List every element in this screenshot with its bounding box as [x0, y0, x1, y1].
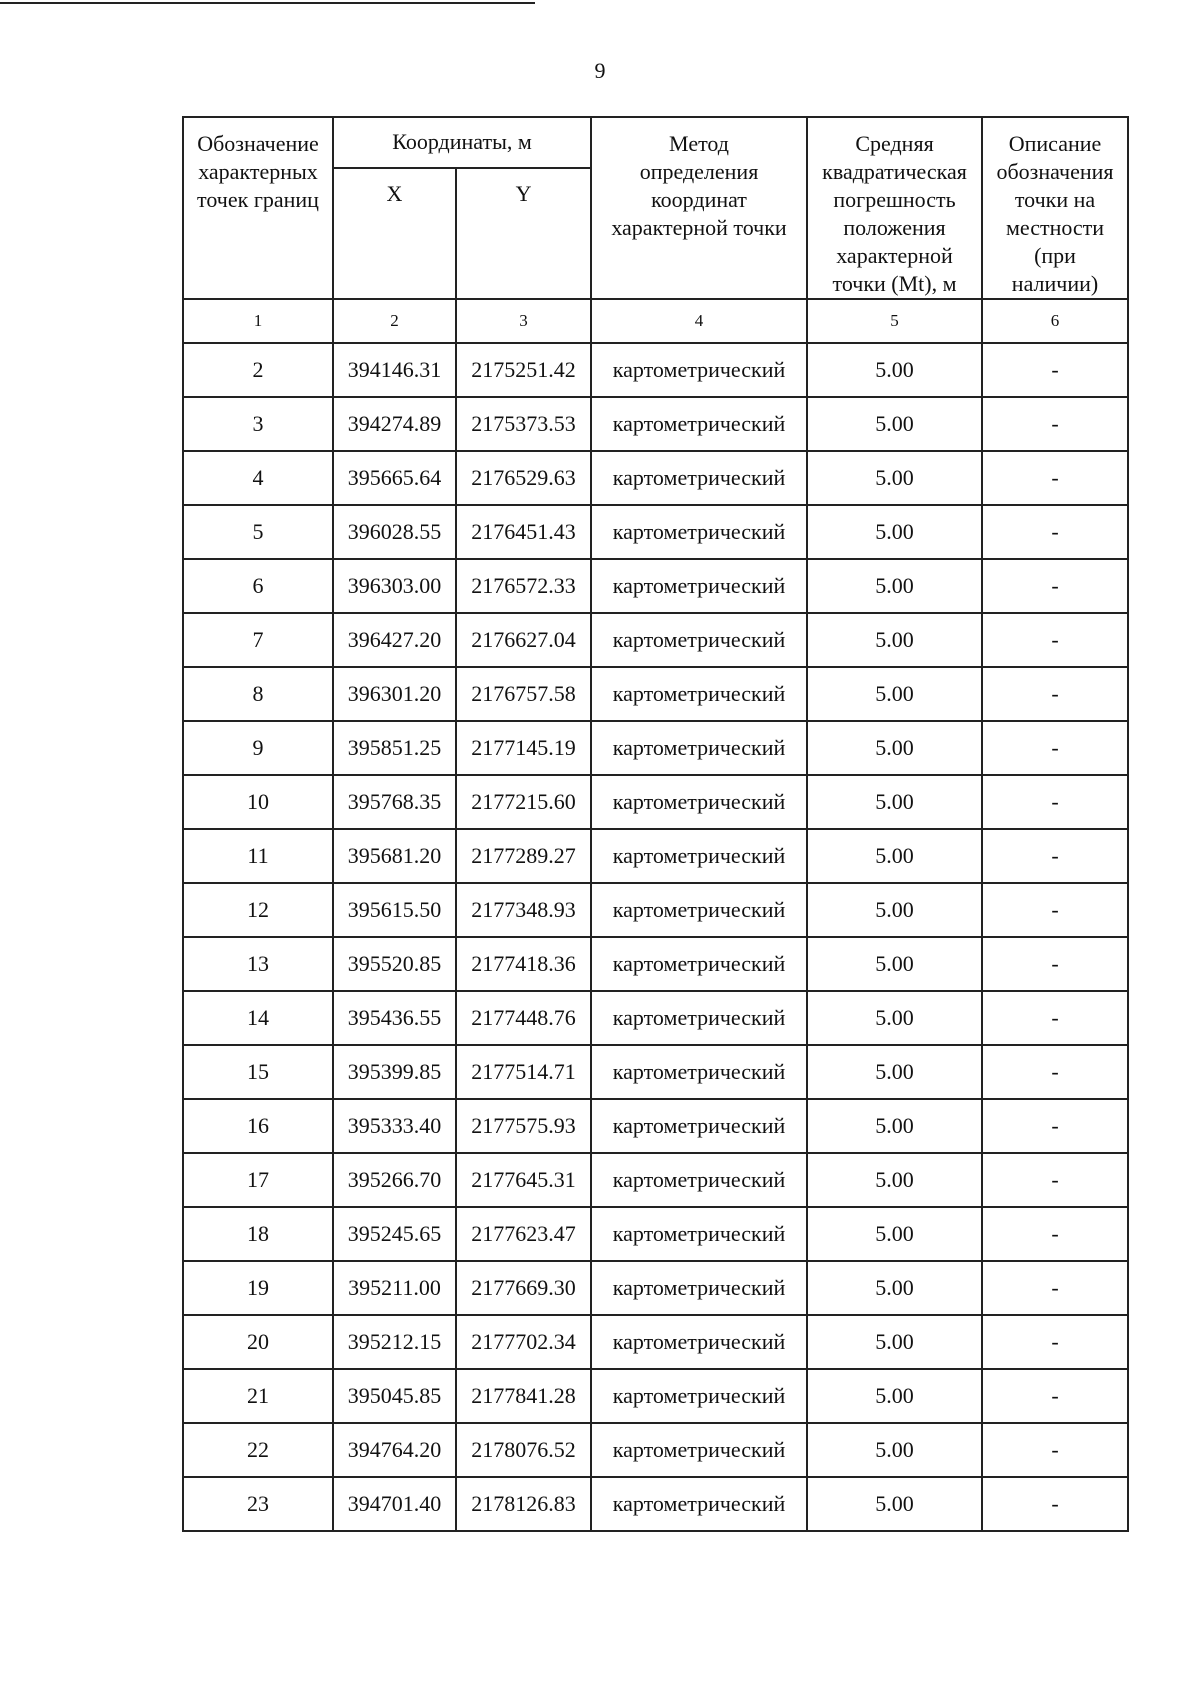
header-method-line: Метод — [669, 131, 729, 156]
y-coordinate-cell: 2176451.43 — [456, 505, 591, 559]
y-coordinate-cell: 2177702.34 — [456, 1315, 591, 1369]
point-number-cell: 21 — [183, 1369, 333, 1423]
header-description-line: местности — [1005, 215, 1105, 240]
method-cell: картометрический — [591, 343, 807, 397]
y-coordinate-cell: 2177669.30 — [456, 1261, 591, 1315]
method-cell: картометрический — [591, 505, 807, 559]
error-cell: 5.00 — [807, 883, 982, 937]
table-row — [183, 1477, 1128, 1531]
x-coordinate-cell: 395211.00 — [333, 1261, 456, 1315]
header-designation-line: характерных — [198, 159, 318, 184]
description-cell: - — [982, 991, 1128, 1045]
point-number-cell: 19 — [183, 1261, 333, 1315]
description-cell: - — [982, 1045, 1128, 1099]
table-row — [183, 1207, 1128, 1261]
point-number-cell: 13 — [183, 937, 333, 991]
method-cell: картометрический — [591, 775, 807, 829]
description-cell: - — [982, 775, 1128, 829]
table-row — [183, 991, 1128, 1045]
coordinates-table — [182, 116, 1129, 1532]
point-number-cell: 4 — [183, 451, 333, 505]
error-cell: 5.00 — [807, 829, 982, 883]
table-row — [183, 1045, 1128, 1099]
table-body — [183, 343, 1128, 1531]
method-cell: картометрический — [591, 1315, 807, 1369]
point-number-cell: 20 — [183, 1315, 333, 1369]
table-row — [183, 883, 1128, 937]
method-cell: картометрический — [591, 1207, 807, 1261]
description-cell: - — [982, 1099, 1128, 1153]
method-cell: картометрический — [591, 1369, 807, 1423]
description-cell: - — [982, 1315, 1128, 1369]
y-coordinate-cell: 2178076.52 — [456, 1423, 591, 1477]
error-cell: 5.00 — [807, 505, 982, 559]
header-method-line: определения — [639, 159, 759, 184]
x-coordinate-cell: 395266.70 — [333, 1153, 456, 1207]
method-cell: картометрический — [591, 667, 807, 721]
description-cell: - — [982, 883, 1128, 937]
error-cell: 5.00 — [807, 775, 982, 829]
header-method-line: координат — [651, 187, 747, 212]
method-cell: картометрический — [591, 1045, 807, 1099]
x-coordinate-cell: 395681.20 — [333, 829, 456, 883]
x-coordinate-cell: 396427.20 — [333, 613, 456, 667]
error-cell: 5.00 — [807, 613, 982, 667]
column-number: 4 — [591, 299, 807, 343]
method-cell: картометрический — [591, 883, 807, 937]
table-row — [183, 559, 1128, 613]
table-row — [183, 1369, 1128, 1423]
error-cell: 5.00 — [807, 667, 982, 721]
method-cell: картометрический — [591, 1423, 807, 1477]
header-error-line: квадратическая — [822, 159, 967, 184]
error-cell: 5.00 — [807, 991, 982, 1045]
x-coordinate-cell: 394274.89 — [333, 397, 456, 451]
x-coordinate-cell: 395520.85 — [333, 937, 456, 991]
point-number-cell: 3 — [183, 397, 333, 451]
table-row — [183, 1423, 1128, 1477]
y-coordinate-cell: 2176572.33 — [456, 559, 591, 613]
point-number-cell: 5 — [183, 505, 333, 559]
y-coordinate-cell: 2177514.71 — [456, 1045, 591, 1099]
header-error-line: положения — [843, 215, 946, 240]
error-cell: 5.00 — [807, 1153, 982, 1207]
y-coordinate-cell: 2177575.93 — [456, 1099, 591, 1153]
header-error-line: Средняя — [855, 131, 934, 156]
x-coordinate-cell: 395768.35 — [333, 775, 456, 829]
column-number: 5 — [807, 299, 982, 343]
y-coordinate-cell: 2177418.36 — [456, 937, 591, 991]
error-cell: 5.00 — [807, 397, 982, 451]
description-cell: - — [982, 343, 1128, 397]
point-number-cell: 8 — [183, 667, 333, 721]
header-description — [982, 117, 1128, 299]
point-number-cell: 23 — [183, 1477, 333, 1531]
point-number-cell: 12 — [183, 883, 333, 937]
table-row — [183, 1099, 1128, 1153]
method-cell: картометрический — [591, 721, 807, 775]
x-coordinate-cell: 395245.65 — [333, 1207, 456, 1261]
method-cell: картометрический — [591, 613, 807, 667]
table-row — [183, 397, 1128, 451]
header-error-line: погрешность — [833, 187, 956, 212]
table-row — [183, 343, 1128, 397]
header-description-line: (при — [1034, 243, 1076, 268]
header-error — [807, 117, 982, 299]
y-coordinate-cell: 2177645.31 — [456, 1153, 591, 1207]
method-cell: картометрический — [591, 1261, 807, 1315]
method-cell: картометрический — [591, 397, 807, 451]
table-row — [183, 451, 1128, 505]
method-cell: картометрический — [591, 1099, 807, 1153]
point-number-cell: 17 — [183, 1153, 333, 1207]
y-coordinate-cell: 2176757.58 — [456, 667, 591, 721]
x-coordinate-cell: 395851.25 — [333, 721, 456, 775]
x-coordinate-cell: 395045.85 — [333, 1369, 456, 1423]
point-number-cell: 11 — [183, 829, 333, 883]
table-row — [183, 1315, 1128, 1369]
error-cell: 5.00 — [807, 1045, 982, 1099]
header-designation-line: Обозначение — [197, 131, 319, 156]
x-coordinate-cell: 396301.20 — [333, 667, 456, 721]
y-coordinate-cell: 2176529.63 — [456, 451, 591, 505]
y-coordinate-cell: 2177145.19 — [456, 721, 591, 775]
header-error-line: характерной — [836, 243, 953, 268]
x-coordinate-cell: 394701.40 — [333, 1477, 456, 1531]
point-number-cell: 10 — [183, 775, 333, 829]
x-coordinate-cell: 395436.55 — [333, 991, 456, 1045]
error-cell: 5.00 — [807, 559, 982, 613]
description-cell: - — [982, 721, 1128, 775]
error-cell: 5.00 — [807, 1369, 982, 1423]
table-row — [183, 775, 1128, 829]
description-cell: - — [982, 829, 1128, 883]
y-coordinate-cell: 2177215.60 — [456, 775, 591, 829]
y-coordinate-cell: 2177289.27 — [456, 829, 591, 883]
x-coordinate-cell: 395615.50 — [333, 883, 456, 937]
y-coordinate-cell: 2177623.47 — [456, 1207, 591, 1261]
method-cell: картометрический — [591, 829, 807, 883]
header-y: Y — [456, 168, 591, 299]
table-row — [183, 937, 1128, 991]
x-coordinate-cell: 394146.31 — [333, 343, 456, 397]
header-error-line: точки (Mt), м — [832, 271, 957, 296]
x-coordinate-cell: 395399.85 — [333, 1045, 456, 1099]
point-number-cell: 22 — [183, 1423, 333, 1477]
error-cell: 5.00 — [807, 1207, 982, 1261]
header-description-line: Описание — [1008, 131, 1102, 156]
method-cell: картометрический — [591, 937, 807, 991]
table-row — [183, 505, 1128, 559]
table-row — [183, 613, 1128, 667]
table-row — [183, 667, 1128, 721]
header-description-line: точки на — [1014, 187, 1096, 212]
x-coordinate-cell: 394764.20 — [333, 1423, 456, 1477]
error-cell: 5.00 — [807, 937, 982, 991]
y-coordinate-cell: 2177841.28 — [456, 1369, 591, 1423]
y-coordinate-cell: 2176627.04 — [456, 613, 591, 667]
error-cell: 5.00 — [807, 1315, 982, 1369]
point-number-cell: 15 — [183, 1045, 333, 1099]
header-method — [591, 117, 807, 299]
y-coordinate-cell: 2177448.76 — [456, 991, 591, 1045]
description-cell: - — [982, 1477, 1128, 1531]
table-row — [183, 829, 1128, 883]
error-cell: 5.00 — [807, 451, 982, 505]
method-cell: картометрический — [591, 1477, 807, 1531]
description-cell: - — [982, 613, 1128, 667]
header-description-line: обозначения — [996, 159, 1114, 184]
point-number-cell: 7 — [183, 613, 333, 667]
point-number-cell: 6 — [183, 559, 333, 613]
description-cell: - — [982, 559, 1128, 613]
method-cell: картометрический — [591, 1153, 807, 1207]
point-number-cell: 18 — [183, 1207, 333, 1261]
table-row — [183, 721, 1128, 775]
method-cell: картометрический — [591, 991, 807, 1045]
y-coordinate-cell: 2177348.93 — [456, 883, 591, 937]
description-cell: - — [982, 667, 1128, 721]
method-cell: картометрический — [591, 559, 807, 613]
error-cell: 5.00 — [807, 343, 982, 397]
x-coordinate-cell: 395333.40 — [333, 1099, 456, 1153]
page-number: 9 — [594, 58, 606, 83]
method-cell: картометрический — [591, 451, 807, 505]
description-cell: - — [982, 505, 1128, 559]
header-x: X — [333, 168, 456, 299]
x-coordinate-cell: 395665.64 — [333, 451, 456, 505]
description-cell: - — [982, 397, 1128, 451]
description-cell: - — [982, 451, 1128, 505]
y-coordinate-cell: 2178126.83 — [456, 1477, 591, 1531]
point-number-cell: 2 — [183, 343, 333, 397]
description-cell: - — [982, 1207, 1128, 1261]
description-cell: - — [982, 1261, 1128, 1315]
error-cell: 5.00 — [807, 1423, 982, 1477]
column-number-row — [183, 299, 1128, 343]
header-designation-line: точек границ — [197, 187, 319, 212]
top-rule — [0, 2, 535, 4]
header-description-line: наличии) — [1011, 271, 1099, 296]
description-cell: - — [982, 1153, 1128, 1207]
point-number-cell: 9 — [183, 721, 333, 775]
description-cell: - — [982, 1369, 1128, 1423]
table-row — [183, 1153, 1128, 1207]
point-number-cell: 14 — [183, 991, 333, 1045]
table-row — [183, 1261, 1128, 1315]
description-cell: - — [982, 1423, 1128, 1477]
x-coordinate-cell: 396028.55 — [333, 505, 456, 559]
error-cell: 5.00 — [807, 1261, 982, 1315]
point-number-cell: 16 — [183, 1099, 333, 1153]
header-method-line: характерной точки — [611, 215, 787, 240]
error-cell: 5.00 — [807, 1099, 982, 1153]
column-number: 3 — [456, 299, 591, 343]
header-row-top — [183, 117, 1128, 168]
error-cell: 5.00 — [807, 1477, 982, 1531]
y-coordinate-cell: 2175373.53 — [456, 397, 591, 451]
header-designation — [183, 117, 333, 299]
x-coordinate-cell: 396303.00 — [333, 559, 456, 613]
column-number: 1 — [183, 299, 333, 343]
description-cell: - — [982, 937, 1128, 991]
column-number: 2 — [333, 299, 456, 343]
x-coordinate-cell: 395212.15 — [333, 1315, 456, 1369]
y-coordinate-cell: 2175251.42 — [456, 343, 591, 397]
header-coordinates: Координаты, м — [333, 117, 591, 168]
error-cell: 5.00 — [807, 721, 982, 775]
column-number: 6 — [982, 299, 1128, 343]
